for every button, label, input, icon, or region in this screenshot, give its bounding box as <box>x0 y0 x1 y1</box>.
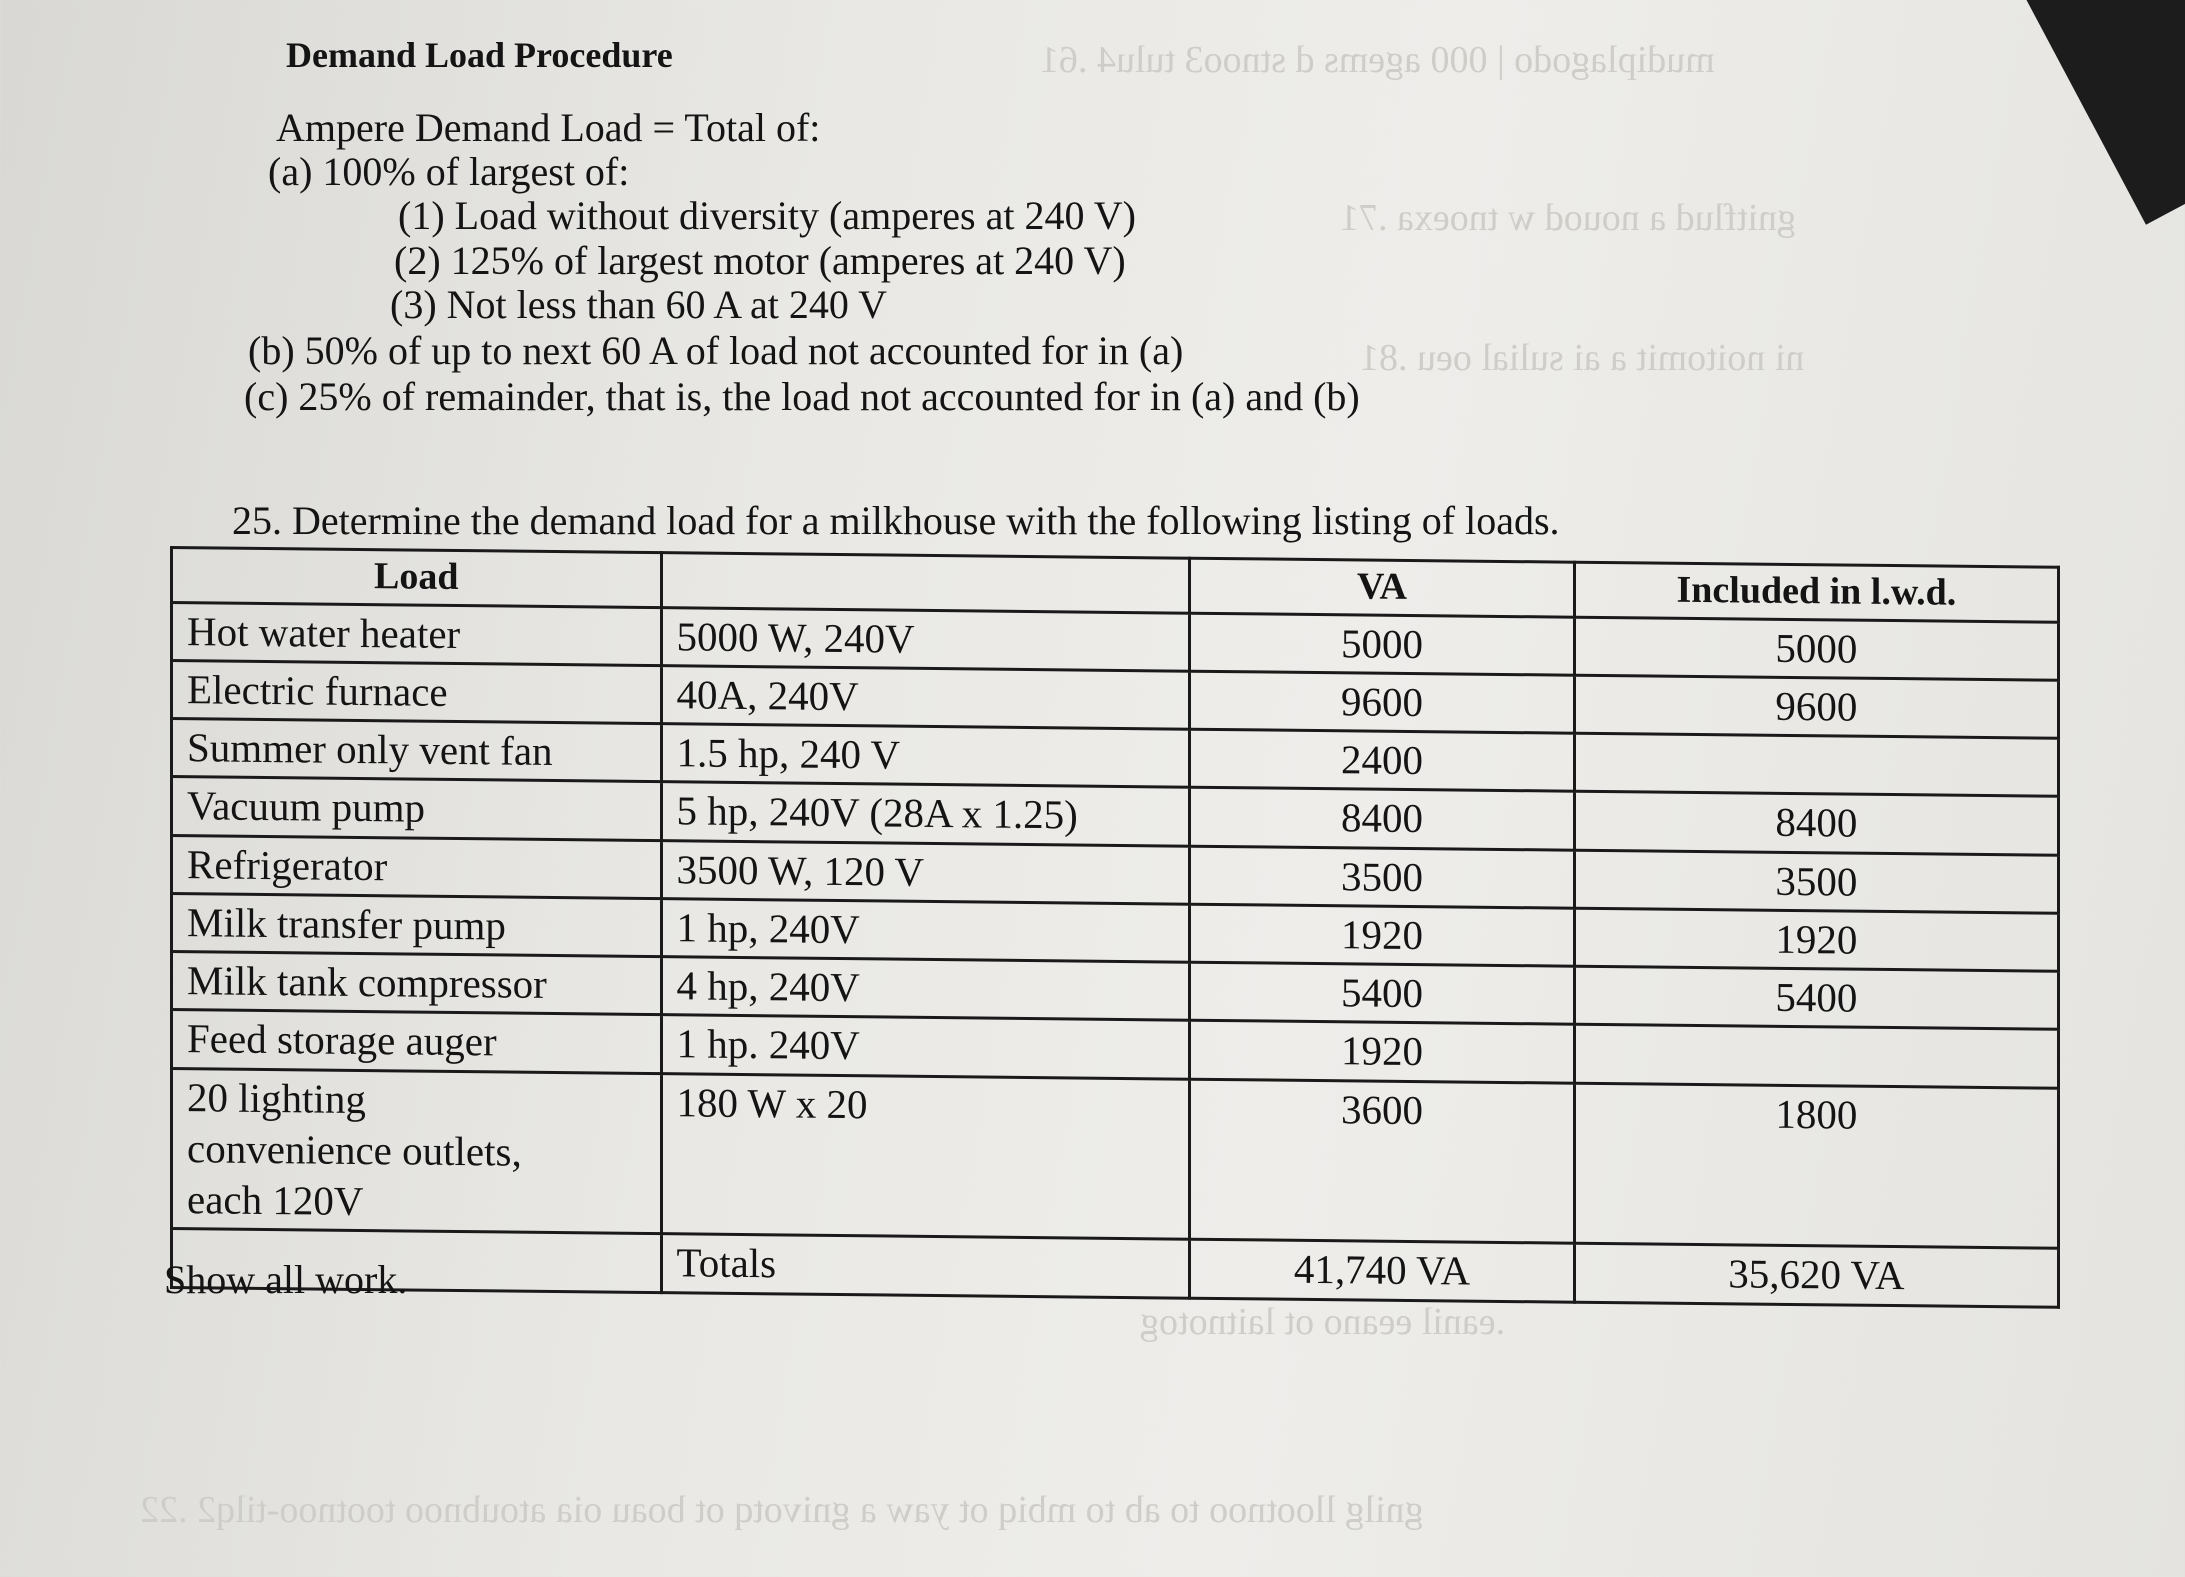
cell-va: 8400 <box>1190 787 1575 849</box>
procedure-step-a2: (2) 125% of largest motor (amperes at 240 V) <box>394 238 1126 283</box>
bleed-through-text: gnitflud a nouod w tnoexa .71 <box>1340 197 1796 239</box>
totals-va: 41,740 VA <box>1190 1239 1575 1301</box>
cell-load: Refrigerator <box>172 835 662 898</box>
cell-load: Summer only vent fan <box>172 719 662 782</box>
cell-load: Milk transfer pump <box>172 893 662 956</box>
question-25: 25. Determine the demand load for a milkhouse with the following listing of loads. <box>232 498 1560 543</box>
cell-va: 1920 <box>1190 904 1575 966</box>
cell-spec: 1 hp, 240V <box>661 898 1190 962</box>
procedure-heading: Demand Load Procedure <box>286 35 673 75</box>
lighting-line-1: 20 lighting <box>187 1073 366 1122</box>
cell-spec: 5000 W, 240V <box>661 607 1190 671</box>
procedure-step-a: (a) 100% of largest of: <box>268 149 630 194</box>
cell-spec: 180 W x 20 <box>661 1073 1190 1239</box>
cell-lwd: 5400 <box>1574 966 2058 1029</box>
cell-load: Electric furnace <box>172 660 662 723</box>
cell-lwd <box>1574 733 2058 796</box>
cell-load: Hot water heater <box>172 602 662 665</box>
cell-va: 9600 <box>1190 671 1575 733</box>
bleed-through-text: gnilg llootnoo to ab to mbiq ot yaw a gnivotq ot boau oia atoubnoo tootnoo-tilq2 .22 <box>140 1489 1424 1531</box>
lighting-line-3: each 120V <box>187 1176 364 1225</box>
cell-va: 3600 <box>1190 1079 1575 1244</box>
cell-load: Vacuum pump <box>172 777 662 840</box>
cell-va: 3500 <box>1190 846 1575 908</box>
cell-spec: 1.5 hp, 240 V <box>661 724 1190 788</box>
cell-load-lighting <box>172 1068 662 1234</box>
cell-lwd <box>1574 1024 2058 1087</box>
cell-lwd: 9600 <box>1574 675 2058 738</box>
cell-lwd: 1920 <box>1574 908 2058 971</box>
cell-spec: 4 hp, 240V <box>661 957 1190 1021</box>
bleed-through-text: ni noitomit a ai sulial oeu .81 <box>1360 337 1805 379</box>
cell-va: 5400 <box>1190 962 1575 1024</box>
cell-load: Milk tank compressor <box>172 952 662 1015</box>
cell-lwd: 5000 <box>1574 617 2058 680</box>
lighting-line-2: convenience outlets, <box>187 1124 522 1175</box>
cell-lwd: 1800 <box>1574 1083 2058 1249</box>
header-lwd: Included in l.w.d. <box>1574 562 2058 622</box>
page-corner-shadow <box>2024 0 2185 225</box>
bleed-through-text: .eanil eeano ot laitnotog <box>1140 1301 1506 1343</box>
cell-va: 1920 <box>1190 1020 1575 1082</box>
cell-spec: 1 hp. 240V <box>661 1015 1190 1079</box>
header-load: Load <box>172 548 662 608</box>
header-spec <box>661 553 1190 613</box>
loads-table <box>170 546 2060 1308</box>
cell-spec: 40A, 240V <box>661 665 1190 729</box>
cell-lwd: 8400 <box>1574 791 2058 854</box>
cell-spec: 3500 W, 120 V <box>661 840 1190 904</box>
cell-load: Feed storage auger <box>172 1010 662 1073</box>
cell-va: 2400 <box>1190 729 1575 791</box>
show-all-work: Show all work. <box>164 1257 408 1302</box>
bleed-through-text: mudiplagodo | 000 agems d stnoo3 tulu4 .61 <box>1040 39 1715 81</box>
procedure-step-a1: (1) Load without diversity (amperes at 240 V) <box>398 193 1136 238</box>
cell-lwd: 3500 <box>1574 850 2058 913</box>
procedure-intro: Ampere Demand Load = Total of: <box>276 105 821 150</box>
header-va: VA <box>1190 558 1575 617</box>
procedure-step-c: (c) 25% of remainder, that is, the load not accounted for in (a) and (b) <box>244 374 1360 419</box>
cell-va: 5000 <box>1190 613 1575 675</box>
procedure-step-b: (b) 50% of up to next 60 A of load not accounted for in (a) <box>248 328 1184 373</box>
procedure-step-a3: (3) Not less than 60 A at 240 V <box>390 282 888 327</box>
totals-label: Totals <box>661 1234 1190 1298</box>
table-row-lighting <box>172 1068 2059 1249</box>
cell-spec: 5 hp, 240V (28A x 1.25) <box>661 782 1190 846</box>
totals-lwd: 35,620 VA <box>1574 1243 2058 1306</box>
